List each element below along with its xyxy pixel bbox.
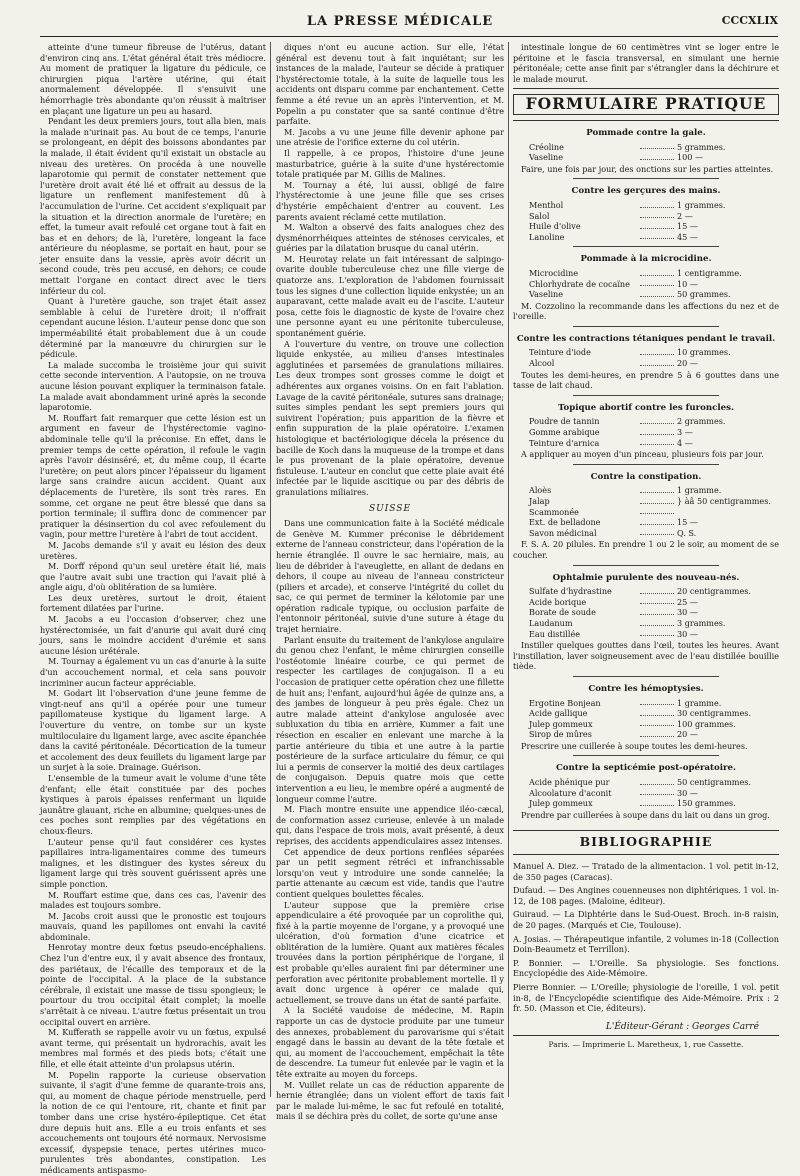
paragraph: Les deux uretères, surtout le droit, étaient fortement dilatées par l'urine. xyxy=(40,592,266,614)
recipe-ingredient xyxy=(513,438,779,449)
ingredient-quantity: 2 grammes. xyxy=(677,416,726,427)
column-1 xyxy=(40,42,266,1175)
ingredient-name: Sulfate d'hydrastine xyxy=(529,586,612,597)
ingredient-quantity: 4 — xyxy=(677,437,693,448)
recipe-note: F. S. A. 20 pilules. En prendre 1 ou 2 le soir, au moment de se coucher. xyxy=(513,539,779,560)
column-divider xyxy=(270,42,271,1097)
ingredient-name: Gomme arabique xyxy=(529,427,600,438)
leader-dots xyxy=(640,586,674,594)
ingredient-quantity: 20 centigrammes. xyxy=(677,586,751,597)
paragraph: Il rappelle, à ce propos, l'histoire d'une jeune masturbatrice, guérie à la suite d'une hystérectomie totale pratiquée par M. Gillis de Malines. xyxy=(276,147,504,180)
ingredient-quantity: 25 — xyxy=(677,596,698,607)
leader-dots xyxy=(640,729,674,737)
ingredient-name: Teinture d'iode xyxy=(529,347,591,358)
paragraph: L'auteur suppose que la première crise appendiculaire a été provoquée par un coprolithe qui, fixé à la partie moyenne de l'organe, y a provoqué une ulcération, d'où formation d'une cicatrice et oblitération de la lumière. Quant aux matières fécales trouvées dans la portion périphérique de l'organe, il est probable qu'elles auraient fini par déterminer une perforation avec péritonite probablement mortelle. Il y avait donc urgence à opérer ce malade qui, actuellement, se trouve dans un état de santé parfaite. xyxy=(276,899,504,1005)
ingredient-quantity: 1 centigramme. xyxy=(677,267,742,278)
ingredient-name: Eau distillée xyxy=(529,628,581,639)
bibliographie-title: BIBLIOGRAPHIE xyxy=(513,830,779,855)
paragraph: M. Dorff répond qu'un seul uretère était lié, mais que l'autre avait subi une traction qui l'avait plié à angle aigu, d'où oblitération de sa lumière. xyxy=(40,561,266,593)
paragraph: Cet appendice de deux portions renflées séparées par un petit segment rétréci et infranchissable lorsqu'on veut y introduire une sonde cannelée; la partie attenante au cæcum est vide, tandis que l'autre contient quelques boulettes fécales. xyxy=(276,846,504,899)
recipe-ingredient xyxy=(513,289,779,300)
header-rule xyxy=(40,36,778,37)
ingredient-name: Laudanum xyxy=(529,617,573,628)
leader-dots xyxy=(640,279,674,287)
ingredient-quantity: 30 — xyxy=(677,628,698,639)
printer-line: Paris. — Imprimerie L. Maretheux, 1, rue Cassette. xyxy=(513,1035,779,1051)
leader-dots xyxy=(640,788,674,796)
paragraph: L'auteur pense qu'il faut considérer ces kystes papillaires intra-ligamentaires comme des tumeurs malignes, et les distinguer des kystes séreux du ligament large qui très souvent guérissent après une simple ponction. xyxy=(40,836,266,889)
recipe-ingredient xyxy=(513,607,779,618)
paragraph: Parlant ensuite du traitement de l'ankylose angulaire du genou chez l'enfant, le même chirurgien conseille l'ostéotomie linéaire courbe, ce qui permet de respecter les cartilages de conjugaison. Il a eu l'occasion de pratiquer cette opération chez une fillette de huit ans; l'enfant, aujourd'hui âgée de quinze ans, a des jambes de longueur à peu près égale. Chez un autre malade atteint d'ankylose angulosée avec subluxation du tibia en arrière, Kummer a fait une résection en escalier en enlevant une marche à la partie antérieure du tibia et une autre à la partie postérieure de la surface articulaire du fémur, ce qui lui a permis de conserver la moitié des deux cartilages de conjugaison. Depuis quatre mois que cette intervention a eu lieu, le membre opéré a augmenté de longueur comme l'autre. xyxy=(276,634,504,804)
recipe-ingredient xyxy=(513,798,779,809)
ingredient-name: Jalap xyxy=(529,496,550,506)
ingredient-quantity: 30 centigrammes. xyxy=(677,708,751,719)
recipe-note: Instiller quelques gouttes dans l'œil, toutes les heures. Avant l'instillation, laver soigneusement avec de l'eau distillée bouillie tiède. xyxy=(513,640,779,672)
recipe-ingredient xyxy=(513,729,779,740)
recipe-ingredient xyxy=(513,279,779,290)
recipe-ingredient xyxy=(513,221,779,232)
bibliography-entry: Pierre Bonnier. — L'Oreille; physiologie de l'oreille, 1 vol. petit in-8, de l'Encyclopédie scientifique des Aide-Mémoire. Prix : 2 fr. 50. (Masson et Cie, éditeurs). xyxy=(513,981,779,1014)
ingredient-name: Aloès xyxy=(529,485,552,496)
recipe-divider xyxy=(573,464,719,465)
leader-dots xyxy=(640,629,674,637)
recipe-ingredient xyxy=(513,629,779,640)
ingredient-quantity: 10 grammes. xyxy=(677,347,731,358)
ingredient-name: Vaseline xyxy=(529,152,564,163)
ingredient-name: Borate de soude xyxy=(529,607,596,618)
leader-dots xyxy=(640,152,674,160)
ingredient-name: Ext. de belladone xyxy=(529,517,601,528)
column-3 xyxy=(513,42,779,1092)
ingredient-quantity: 1 gramme. xyxy=(677,485,722,496)
leader-dots xyxy=(640,496,674,504)
recipe-ingredient xyxy=(513,517,779,528)
recipe-ingredient xyxy=(513,496,779,507)
recipe-title: Contre la septicémie post-opératoire. xyxy=(555,763,737,774)
recipe-title: Contre la constipation. xyxy=(590,471,702,482)
recipe-title: Pommade à la microcidine. xyxy=(580,254,712,265)
ingredient-quantity: 30 — xyxy=(677,787,698,798)
bibliography-entry: Dufaud. — Des Angines couenneuses non diphtériques. 1 vol. in-12, de 108 pages. (Maloine, éditeur). xyxy=(513,885,779,906)
recipe-note: Faire, une fois par jour, des onctions sur les parties atteintes. xyxy=(521,163,774,174)
paragraph: M. Fiach montre ensuite une appendice iléo-cæcal, de conformation assez curieuse, enlevée à un malade qui, dans l'espace de trois mois, avait présenté, à deux reprises, des accidents appendiculaires assez intenses. xyxy=(276,804,504,846)
leader-dots xyxy=(640,427,674,435)
recipe-title: Contre les hémoptysies. xyxy=(588,683,704,694)
paragraph: M. Vuillet relate un cas de réduction apparente de hernie étranglée; dans un violent effort de taxis fait par le malade lui-même, le sac fut refoulé en totalité, mais il se déchira près du collet, de sorte qu'une anse xyxy=(276,1079,504,1122)
ingredient-name: Créoline xyxy=(529,141,564,152)
recipe-ingredient xyxy=(513,618,779,629)
ingredient-name: Acide gallique xyxy=(529,708,588,719)
recipe-ingredient xyxy=(513,142,779,153)
column-divider xyxy=(508,42,509,1097)
recipe-ingredient xyxy=(513,416,779,427)
ingredient-quantity: 45 — xyxy=(677,231,698,242)
recipe-list xyxy=(513,128,779,820)
page-title: LA PRESSE MÉDICALE xyxy=(306,14,494,29)
ingredient-name: Sirop de mûres xyxy=(529,729,592,740)
ingredient-name: Microcidine xyxy=(529,267,579,278)
ingredient-quantity: 10 — xyxy=(677,278,698,289)
ingredient-quantity: 15 — xyxy=(677,517,698,528)
recipe-ingredient xyxy=(513,597,779,608)
recipe-ingredient xyxy=(513,708,779,719)
leader-dots xyxy=(640,507,674,515)
leader-dots xyxy=(640,485,674,493)
paragraph: L'ensemble de la tumeur avait le volume d'une tête d'enfant; elle était constituée par des poches kystiques à parois épaisses renfermant un liquide jaunâtre glauant, riche en albumine; quelques-unes de ces poches sont remplies par des végétations en choux-fleurs. xyxy=(40,772,266,836)
bibliography-entry: Manuel A. Diez. — Tratado de la alimentacion. 1 vol. petit in-12, de 350 pages (Caracas). xyxy=(513,861,779,882)
leader-dots xyxy=(640,438,674,446)
ingredient-quantity: 50 centigrammes. xyxy=(677,777,751,788)
recipe-ingredient xyxy=(513,200,779,211)
paragraph: Henrotay montre deux fœtus pseudo-encéphaliens. Chez l'un d'entre eux, il y avait absence des frontaux, des pariétaux, de l'écaille des temporaux et de la pointe de l'occipital. A la place de la substance cérébrale, il existait une masse de tissu spongieux; le pourtour du trou occipital était complet; la moelle s'arrêtait à ce niveau. L'autre fœtus présentait un trou occipital ouvert en arrière. xyxy=(40,942,266,1027)
ingredient-quantity: 3 grammes. xyxy=(677,617,726,628)
leader-dots xyxy=(640,232,674,240)
ingredient-quantity: } àâ 50 centigrammes. xyxy=(677,496,771,506)
ingredient-name: Savon médicinal xyxy=(529,527,597,538)
recipe-title: Contre les contractions tétaniques pendant le travail. xyxy=(516,333,776,344)
recipe-ingredient xyxy=(513,507,779,518)
leader-dots xyxy=(640,289,674,297)
leader-dots xyxy=(640,416,674,424)
paragraph: M. Heurotay relate un fait intéressant de salpingo-ovarite double tuberculeuse chez une fille vierge de quatorze ans. L'exploration de l'abdomen fournissait tous les signes d'une collection liquide enkystée; un an auparavant, cette malade avait eu de l'ascite. L'auteur posa, cette fois le diagnostic de kyste de l'ovaire chez une personne ayant eu une péritonite tuberculeuse, spontanément guérie. xyxy=(276,253,504,339)
formulaire-banner xyxy=(513,88,779,121)
ingredient-name: Poudre de tannin xyxy=(529,416,600,427)
leader-dots xyxy=(640,607,674,615)
paragraph: M. Godart lit l'observation d'une jeune femme de vingt-neuf ans qu'il a opérée pour une tumeur papillomateuse kystique du ligament large. A l'ouverture du ventre, on tombe sur un kyste multiloculaire du ligament large, avec ascite épanchée dans la cavité péritonéale. Décortication de la tumeur et accolement des deux feuillets du ligament large par un surjet à la soie. Drainage. Guérison. xyxy=(40,688,266,773)
leader-dots xyxy=(640,347,674,355)
ingredient-quantity: 100 — xyxy=(677,152,704,163)
recipe-title: Contre les gerçures des mains. xyxy=(571,186,721,197)
paragraph: Quant à l'uretère gauche, son trajet était assez semblable à celui de l'uretère droit; il n'offrait cependant aucune lésion. L'auteur pense donc que son imperméabilité était probablement due à un coude déterminé par la manœuvre du chirurgien sur le pédicule. xyxy=(40,296,266,360)
paragraph: diques n'ont eu aucune action. Sur elle, l'état général est devenu tout à fait inquiétant; sur les instances de la malade, l'auteur se décide à pratiquer l'hystérectomie totale, à la suite de laquelle tous les accidents ont disparu comme par enchantement. Cette femme a été revue un an après l'intervention, et M. Popelin a pu constater que sa santé continue d'être parfaite. xyxy=(276,42,504,127)
leader-dots xyxy=(640,777,674,785)
leader-dots xyxy=(640,798,674,806)
bibliography-list xyxy=(513,861,779,1014)
recipe-divider xyxy=(573,565,719,566)
page-number: CCCXLIX xyxy=(721,14,778,27)
ingredient-name: Salol xyxy=(529,210,550,221)
recipe-note: A appliquer au moyen d'un pinceau, plusieurs fois par jour. xyxy=(521,449,764,460)
recipe-note: M. Cozzolino la recommande dans les affections du nez et de l'oreille. xyxy=(513,300,779,322)
ingredient-name: Vaseline xyxy=(529,289,564,300)
recipe-note: Toutes les demi-heures, en prendre 5 à 6 gouttes dans une tasse de lait chaud. xyxy=(513,369,779,391)
recipe-ingredient xyxy=(513,485,779,496)
ingredient-name: Lanoline xyxy=(529,231,565,242)
ingredient-name: Julep gommeux xyxy=(529,798,593,809)
recipe-ingredient xyxy=(513,427,779,438)
bibliography-entry: P. Bonnier. — L'Oreille. Sa physiologie. Ses fonctions. Encyclopédie des Aide-Mémoire. xyxy=(513,957,779,979)
bibliography-entry: A. Josias. — Thérapeutique infantile, 2 volumes in-18 (Collection Doin-Beaumetz et Terrillon). xyxy=(513,933,779,955)
paragraph: M. Rouffart estime que, dans ces cas, l'avenir des malades est toujours sombre. xyxy=(40,889,266,911)
recipe-title: Ophtalmie purulente des nouveau-nés. xyxy=(552,572,740,583)
recipe-ingredient xyxy=(513,211,779,222)
recipe-note: Prescrire une cuillerée à soupe toutes les demi-heures. xyxy=(521,740,748,751)
paragraph: M. Popelin rapporte la curieuse observation suivante, il s'agit d'une femme de quarante-trois ans, qui, au moment de chaque période menstruelle, perd la notion de ce qui l'entoure, rit, chante et finit par tomber dans une crise hystéro-épileptique. Cet état dure depuis huit ans. Elle a eu trois enfants et ses accouchements ont toujours été normaux. Nervosisme excessif, dyspepsie tenace, pertes utérines muco-purulentes très abondantes, constipation. Les médicaments antispasmo- xyxy=(40,1069,266,1175)
recipe-ingredient xyxy=(513,152,779,163)
ingredient-quantity: 100 grammes. xyxy=(677,718,736,729)
recipe-ingredient xyxy=(513,528,779,539)
ingredient-name: Chlorhydrate de cocaïne xyxy=(529,278,630,289)
leader-dots xyxy=(640,268,674,276)
ingredient-name: Ergotine Bonjean xyxy=(529,697,601,708)
paragraph: M. Rouffart fait remarquer que cette lésion est un argument en faveur de l'hystérectomie vagino-abdominale telle qu'il la préconise. En effet, dans le premier temps de cette opération, il refoule le vagin après l'avoir désinséré, et, du même coup, il écarte l'uretère; on peut alors pincer l'épaisseur du ligament large sans craindre aucun accident. Quant aux déplacements de l'uretère, ils sont très rares. En somme, cet organe ne peut être blessé que dans sa portion terminale; il suffira donc de commencer par pratiquer la désinsertion du col avec refoulement du vagin, pour mettre l'uretère à l'abri de tout accident. xyxy=(40,412,266,540)
paragraph: A l'ouverture du ventre, on trouve une collection liquide enkystée, au milieu d'anses intestinales agglutinées et parsemées de granulations miliaires. Les deux trompes sont grosses comme le doigt et adhérentes aux organes voisins. On en fait l'ablation. Lavage de la cavité péritonéale, sutures sans drainage; suites simples pendant les sept premiers jours qui suivirent l'opération; puis apparition de la fièvre et enfin suppuration de la plaie opératoire. L'examen histologique et bactériologique décela la présence du bacille de Koch dans la muqueuse de la trompe et dans le pus provenant de la plaie opératoire, devenue fistuleuse. L'auteur en conclut que cette plaie avait été infectée par le liquide ascitique ou par des débris de granulations miliaires. xyxy=(276,338,504,497)
recipe-ingredient xyxy=(513,719,779,730)
recipe-divider xyxy=(573,676,719,677)
recipe-title: Pommade contre la gale. xyxy=(586,127,706,138)
paragraph: M. Jacobs a vu une jeune fille devenir aphone par une atrésie de l'orifice externe du col utérin. xyxy=(276,126,504,148)
ingredient-name: Alcoolature d'aconit xyxy=(529,787,612,798)
editor-line: L'Éditeur-Gérant : Georges Carré xyxy=(605,1021,759,1032)
paragraph: M. Jacobs a eu l'occasion d'observer, chez une hystérectomisée, un fait d'anurie qui avait duré cinq jours, sans le moindre accident d'urémie et sans aucune lésion urétérale. xyxy=(40,614,266,656)
ingredient-quantity: Q. S. xyxy=(677,527,697,538)
ingredient-quantity: 5 grammes. xyxy=(677,141,726,152)
paragraph: intestinale longue de 60 centimètres vint se loger entre le péritoine et le fascia transversal, en simulant une hernie péritonéale; cette anse finit par s'étrangler dans la déchirure et le malade mourut. xyxy=(513,42,779,84)
ingredient-quantity: 1 gramme. xyxy=(677,697,722,708)
leader-dots xyxy=(640,698,674,706)
leader-dots xyxy=(640,211,674,219)
ingredient-quantity: 3 — xyxy=(677,427,693,438)
section-title-suisse: SUISSE xyxy=(368,503,412,514)
ingredient-name: Teinture d'arnica xyxy=(529,437,600,448)
ingredient-name: Acide phénique pur xyxy=(529,777,610,788)
paragraph: M. Tournay a été, lui aussi, obligé de faire l'hystérectomie à une jeune fille que ses crises d'hystérie empêchaient d'entrer au couvent. Les parents avaient réclamé cette mutilation. xyxy=(276,179,504,222)
recipe-divider xyxy=(573,246,719,247)
ingredient-name: Scammonée xyxy=(529,506,579,517)
recipe-divider xyxy=(573,178,719,179)
recipe-ingredient xyxy=(513,232,779,243)
leader-dots xyxy=(640,358,674,366)
leader-dots xyxy=(640,200,674,208)
recipe-ingredient xyxy=(513,347,779,358)
ingredient-quantity: 30 — xyxy=(677,607,698,618)
paragraph: M. Walton a observé des faits analogues chez des dysménorrhéiques atteintes de sténoses cervicales, et guéries par la dilatation brusque du canal utérin. xyxy=(276,222,504,254)
leader-dots xyxy=(640,528,674,536)
leader-dots xyxy=(640,708,674,716)
paragraph: A la Société vaudoise de médecine, M. Rapin rapporte un cas de dystocie produite par une tumeur des annexes, probablement du parovarisme qui s'était engagé dans le bassin au devant de la tête fœtale et qui, au moment de l'accouchement, empêchait la tête de descendre. La tumeur fut enlevée par le vagin et la tête extraite au moyen du forceps. xyxy=(276,1005,504,1079)
recipe-divider xyxy=(573,326,719,327)
recipe-ingredient xyxy=(513,586,779,597)
ingredient-quantity: 20 — xyxy=(677,358,698,369)
ingredient-quantity xyxy=(677,507,779,518)
paragraph: M. Jacobs demande s'il y avait eu lésion des deux uretères. xyxy=(40,539,266,561)
leader-dots xyxy=(640,142,674,150)
leader-dots xyxy=(640,221,674,229)
recipe-ingredient xyxy=(513,268,779,279)
formulaire-title: FORMULAIRE PRATIQUE xyxy=(513,94,779,115)
leader-dots xyxy=(640,719,674,727)
leader-dots xyxy=(640,597,674,605)
recipe-title: Topique abortif contre les furoncles. xyxy=(558,402,734,413)
column-2-bottom xyxy=(276,518,504,1122)
bibliography-entry: Guiraud. — La Diphtérie dans le Sud-Ouest. Broch. in-8 raisin, de 20 pages. (Marqués et Cie, Toulouse). xyxy=(513,909,779,930)
recipe-ingredient xyxy=(513,777,779,788)
ingredient-quantity: 2 — xyxy=(677,210,693,221)
recipe-note: Prendre par cuillerées à soupe dans du lait ou dans un grog. xyxy=(521,809,770,820)
ingredient-name: Acide borique xyxy=(529,596,587,607)
column-2-top xyxy=(276,42,504,498)
ingredient-quantity: 1 grammes. xyxy=(677,199,726,210)
column-2 xyxy=(276,42,504,1122)
paragraph: Dans une communication faite à la Société médicale de Genève M. Kummer préconise le débridement externe de l'anneau constricteur, dans l'opération de la hernie étranglée. Il ouvre le sac herniaire, mais, au lieu de débrider à l'aveuglette, en allant de dedans en dehors, il coupe au niveau de l'anneau constricteur (piliers et arcade), et conserve l'intégrité du collet du sac, ce qui permet de terminer la kélotomie par une opération radicale typique, ou occlusion parfaite de l'entonnoir péritonéal, suivie d'une suture à étage du trajet herniaire. xyxy=(276,518,504,635)
recipe-divider xyxy=(573,755,719,756)
paragraph: M. Jacobs croit aussi que le pronostic est toujours mauvais, quand les papillomes ont envahi la cavité abdominale. xyxy=(40,910,266,942)
recipe-ingredient xyxy=(513,698,779,709)
paragraph: La malade succomba le troisième jour qui suivit cette seconde intervention. A l'autopsie, on ne trouva aucune lésion pouvant expliquer la terminaison fatale. La malade avait abondamment uriné après la seconde laparotomie. xyxy=(40,359,266,413)
paragraph: M. Kufferath se rappelle avoir vu un fœtus, expulsé avant terme, qui présentait un hydrorachis, avait les membres mal formés et des pieds bots; c'était une fille, et elle était atteinte d'un prolapsus utérin. xyxy=(40,1027,266,1069)
ingredient-quantity: 50 grammes. xyxy=(677,289,731,300)
paragraph: atteinte d'une tumeur fibreuse de l'utérus, datant d'environ cinq ans. L'état général était très médiocre. Au moment de pratiquer la ligature du pédicule, ce chirurgien piqua l'artère utérine, qui était anormalement développée. Il s'ensuivit une hémorrhagie très abondante qu'on réussit à maîtriser en plaçant une ligature un peu au hasard. xyxy=(40,42,266,116)
leader-dots xyxy=(640,618,674,626)
ingredient-quantity: 15 — xyxy=(677,221,698,232)
leader-dots xyxy=(640,517,674,525)
paragraph: M. Tournay a également vu un cas d'anurie à la suite d'un accouchement normal, et cela sans pouvoir incriminer aucun facteur appréciable. xyxy=(40,656,266,688)
ingredient-quantity: 20 — xyxy=(677,729,698,740)
ingredient-name: Alcool xyxy=(529,358,555,369)
recipe-divider xyxy=(573,395,719,396)
ingredient-name: Huile d'olive xyxy=(529,221,581,232)
ingredient-name: Menthol xyxy=(529,199,564,210)
recipe-ingredient xyxy=(513,788,779,799)
ingredient-name: Julep gommeux xyxy=(529,718,593,729)
paragraph: Pendant les deux premiers jours, tout alla bien, mais la malade n'urinait pas. Au bout de ce temps, l'anurie se prolongeant, en dépit des boissons abondantes par la malade, il était évident qu'il existait un obstacle au niveau des uretères. On procéda à une nouvelle laparotomie qui permit de constater nettement que l'uretère droit avait été lié et offrait au dessus de la ligature un renflement manifestement dû à l'accumulation de l'urine. Cet accident s'expliquait par la situation et la direction anormale de l'uretère; en effet, la tumeur avait refoulé cet organe tout à fait en bas et en dehors; de là, l'uretère, longeant la face antérieure du néoplasme, se portait en haut, pour se jeter ensuite dans la vessie, après avoir décrit un second coude, très peu accusé, en dehors; ce coude mettait l'organe en contact direct avec le tiers inférieur du col. xyxy=(40,116,266,296)
ingredient-quantity: 150 grammes. xyxy=(677,798,736,809)
recipe-ingredient xyxy=(513,358,779,369)
